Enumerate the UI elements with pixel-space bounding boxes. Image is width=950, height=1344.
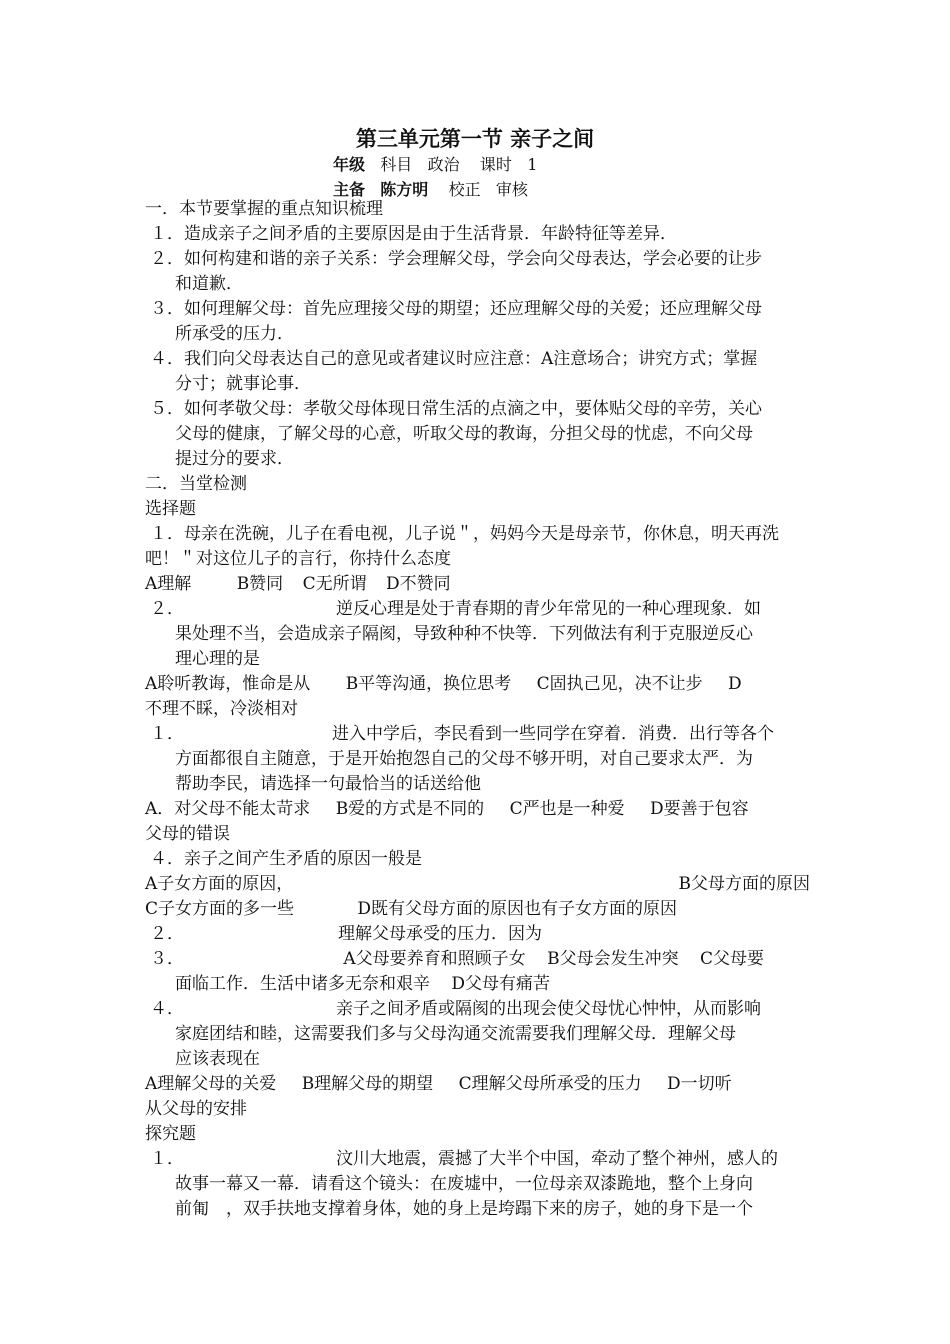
subject-value: 政治 [427, 155, 460, 174]
author-name: 陈方明 [380, 180, 429, 199]
q3-option-a: A．对父母不能太苛求 [145, 799, 311, 819]
page-title: 第三单元第一节 亲子之间 [355, 126, 595, 151]
period-value: 1 [527, 155, 538, 174]
q6-option-b: B父母会发生冲突 [547, 949, 679, 969]
s1-item3-line2: 所承受的压力． [175, 324, 294, 344]
q7-option-b: B理解父母的期望 [301, 1074, 434, 1094]
q4-options-row1 [145, 872, 810, 897]
q2-options [145, 672, 810, 697]
q2-line2: 果处理不当，会造成亲子隔阂，导致种种不快等．下列做法有利于克服逆反心 [175, 624, 753, 644]
q3-line3: 帮助李民，请选择一句最恰当的话送给他 [175, 774, 481, 794]
q3-number: １． [150, 724, 184, 744]
q7-option-c: C理解父母所承受的压力 [458, 1074, 642, 1094]
q3-line1 [145, 722, 810, 747]
q3-option-d: D要善于包容 [650, 799, 749, 819]
e1-line3: 前匍 ，双手扶地支撑着身体，她的身上是垮蹋下来的房子，她的身下是一个 [175, 1199, 753, 1219]
q4-option-d: D既有父母方面的原因也有子女方面的原因 [357, 899, 678, 919]
document-body [145, 197, 810, 1222]
q7-option-d: D一切听 [667, 1074, 732, 1094]
q4-option-b: B父母方面的原因 [678, 874, 810, 894]
e1-line2: 故事一幕又一幕．请看这个镜头：在废墟中，一位母亲双漆跪地，整个上身向 [175, 1174, 753, 1194]
q2-option-b: B平等沟通，换位思考 [345, 674, 512, 694]
q7-options [145, 1072, 810, 1097]
proof-label: 校正 [448, 180, 481, 199]
explore-heading: 探究题 [145, 1124, 196, 1144]
q4-line: ４．亲子之间产生矛盾的原因一般是 [150, 849, 422, 869]
s1-item5-line3: 提过分的要求． [175, 449, 294, 469]
q3-option-b: B爱的方式是不同的 [335, 799, 485, 819]
q3-line2: 方面都很自主随意，于是开始抱怨自己的父母不够开明，对自己要求太严．为 [175, 749, 753, 769]
s1-item2-line1: ２．如何构建和谐的亲子关系：学会理解父母，学会向父母表达，学会必要的让步 [150, 249, 762, 269]
subject-label: 科目 [380, 155, 413, 174]
q4-option-a: A子女方面的原因， [145, 874, 294, 894]
q5-number: ２． [150, 924, 184, 944]
q2-option-a: A聆听教诲，惟命是从 [145, 674, 311, 694]
q6-line1 [145, 947, 810, 972]
q3-text-1: 进入中学后，李民看到一些同学在穿着．消费．出行等各个 [332, 724, 774, 744]
q3-option-c: C严也是一种爱 [509, 799, 625, 819]
q6-option-a: A父母要养育和照顾子女 [343, 949, 526, 969]
q1-options [145, 572, 810, 597]
q1-line1: １．母亲在洗碗，儿子在看电视，儿子说＂，妈妈今天是母亲节，你休息，明天再洗 [150, 524, 779, 544]
q2-line1 [145, 597, 810, 622]
q4-option-c: C子女方面的多一些 [145, 899, 295, 919]
e1-text-1: 汶川大地震，震撼了大半个中国，牵动了整个神州，感人的 [336, 1149, 778, 1169]
s1-item4-line2: 分寸；就事论事． [175, 374, 311, 394]
e1-line1 [145, 1147, 810, 1172]
q5-text: 理解父母承受的压力．因为 [338, 924, 542, 944]
section2-heading: 二．当堂检测 [145, 474, 247, 494]
q7-option-a: A理解父母的关爱 [145, 1074, 277, 1094]
q7-number: ４． [150, 999, 184, 1019]
q1-option-a: A理解 [145, 574, 192, 594]
q6-line2 [145, 972, 810, 997]
q2-option-d: D [728, 674, 742, 694]
q2-options-line2: 不理不睬，冷淡相对 [145, 699, 298, 719]
s1-item1: １．造成亲子之间矛盾的主要原因是由于生活背景．年龄特征等差异． [150, 224, 677, 244]
s1-item4-line1: ４．我们向父母表达自己的意见或者建议时应注意：A注意场合；讲究方式；掌握 [150, 349, 758, 369]
e1-number: １． [150, 1149, 184, 1169]
q1-option-c: C无所谓 [302, 574, 367, 594]
section1-heading: 一．本节要掌握的重点知识梳理 [145, 199, 383, 219]
q7-line1 [145, 997, 810, 1022]
meta-row-1 [333, 152, 537, 175]
q1-option-d: D不赞同 [386, 574, 451, 594]
q6-option-d: D父母有痛苦 [451, 974, 551, 994]
q2-text-1: 逆反心理是处于青春期的青少年常见的一种心理现象．如 [336, 599, 761, 619]
q1-line2: 吧！＂对这位儿子的言行，你持什么态度 [145, 549, 451, 569]
choice-heading: 选择题 [145, 499, 196, 519]
s1-item5-line2: 父母的健康，了解父母的心意，听取父母的教诲，分担父母的忧虑，不向父母 [175, 424, 753, 444]
q2-line3: 理心理的是 [175, 649, 260, 669]
q3-options-line2: 父母的错误 [145, 824, 230, 844]
s1-item2-line2: 和道歉． [175, 274, 243, 294]
q7-options-line2: 从父母的安排 [145, 1099, 247, 1119]
q3-options [145, 797, 810, 822]
q4-options-row2 [145, 897, 810, 922]
s1-item3-line1: ３．如何理解父母：首先应理接父母的期望；还应理解父母的关爱；还应理解父母 [150, 299, 762, 319]
q1-option-b: B赞同 [236, 574, 284, 594]
author-label: 主备 [333, 180, 366, 199]
review-label: 审核 [495, 180, 528, 199]
q6-option-c: C父母要 [700, 949, 765, 969]
q6-option-c-cont: 面临工作．生活中诸多无奈和艰辛 [175, 974, 430, 994]
q2-option-c: C固执己见，决不让步 [536, 674, 703, 694]
q6-number: ３． [150, 949, 184, 969]
q7-line2: 家庭团结和睦，这需要我们多与父母沟通交流需要我们理解父母．理解父母 [175, 1024, 736, 1044]
q5-line [145, 922, 810, 947]
period-label: 课时 [479, 155, 512, 174]
grade-label: 年级 [333, 155, 366, 174]
q7-line3: 应该表现在 [175, 1049, 260, 1069]
q2-number: ２． [150, 599, 184, 619]
s1-item5-line1: ５．如何孝敬父母：孝敬父母体现日常生活的点滴之中，要体贴父母的辛劳，关心 [150, 399, 762, 419]
q7-text-1: 亲子之间矛盾或隔阂的出现会使父母忧心忡忡，从而影响 [336, 999, 761, 1019]
